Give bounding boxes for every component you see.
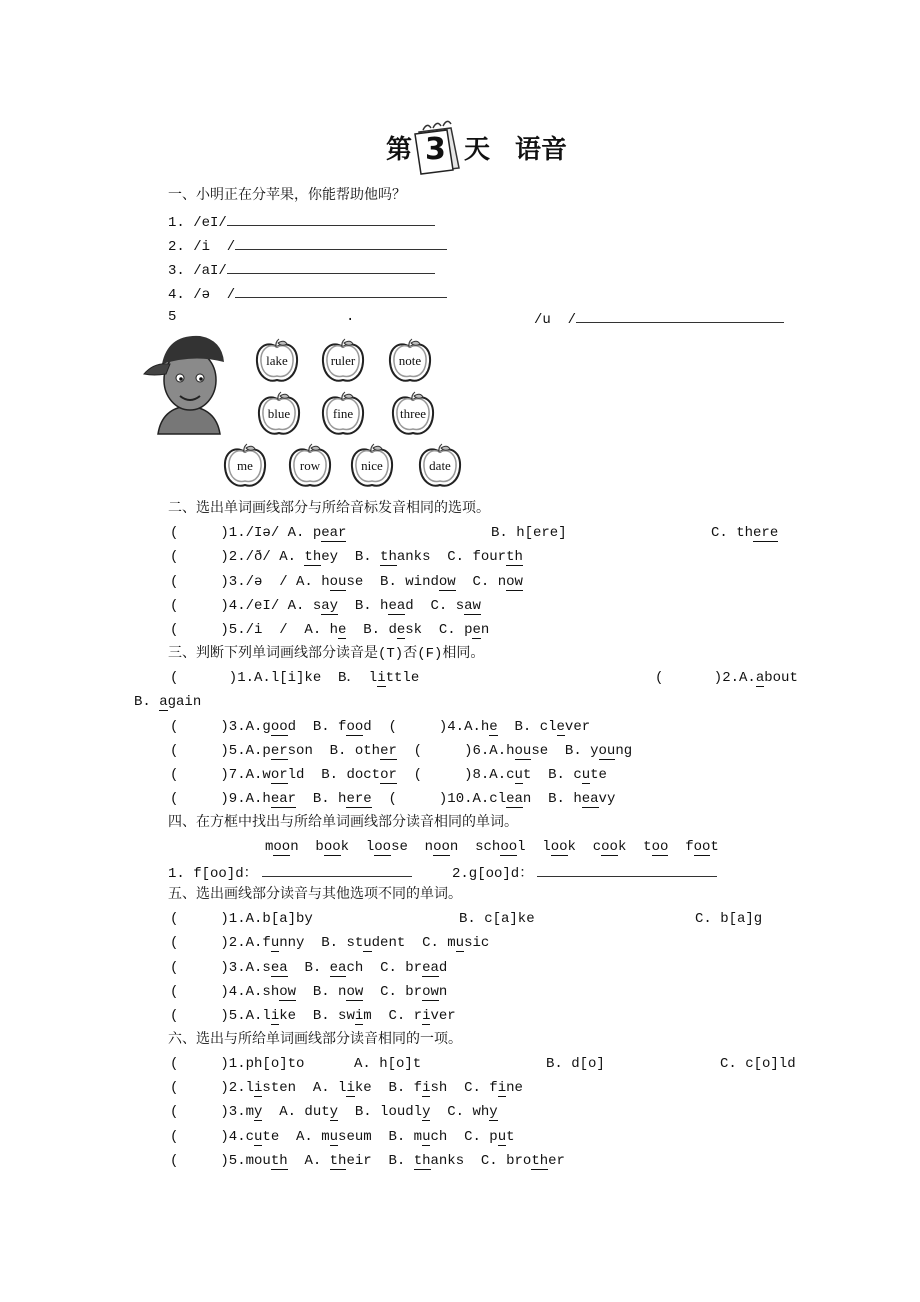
s6-question-3: ( )3.my A. duty B. loudly C. why: [170, 1104, 498, 1120]
apple-word: row: [299, 458, 321, 473]
s6-question-2: ( )2.listen A. like B. fish C. fine: [170, 1080, 523, 1096]
s2-question-1: ( )1./Iə/ A. pear: [170, 525, 347, 541]
answer-blank[interactable]: [227, 259, 435, 274]
s3-row-4: ( )7.A.world B. doctor ( )8.A.cut B. cute: [170, 767, 607, 783]
answer-blank[interactable]: [262, 862, 412, 877]
s5-question-4: ( )4.A.show B. now C. brown: [170, 984, 448, 1000]
apple-word: nice: [361, 458, 383, 473]
s1-item-2: [168, 235, 447, 253]
s3-question-2: ( )2.A.about: [655, 670, 798, 686]
answer-blank[interactable]: [576, 308, 784, 323]
apple-word: three: [400, 406, 426, 421]
apple-word-card: [254, 338, 300, 384]
s5-question-2: ( )2.A.funny B. student C. music: [170, 935, 490, 951]
s6-question-4: ( )4.cute A. museum B. much C. put: [170, 1129, 515, 1145]
answer-blank[interactable]: [227, 211, 435, 226]
apple-word-card: [349, 443, 395, 489]
s1-item-3: [168, 259, 435, 277]
s5-question-1: ( )1.A.b[a]by: [170, 911, 313, 927]
calendar-day-number: 3: [425, 132, 446, 167]
s1-item-5-number: 5: [168, 309, 177, 325]
section-5-heading: 五、选出画线部分读音与其他选项不同的单词。: [168, 887, 462, 903]
apple-word: fine: [332, 406, 354, 421]
s2-question-1-option-b: B. h[ere]: [491, 525, 567, 541]
apple-word: me: [237, 458, 253, 473]
s6-question-1-option-a: A. h[o]t: [354, 1056, 422, 1072]
apple-word: blue: [267, 406, 291, 421]
boy-illustration: [140, 334, 232, 436]
phonetic-label: /u /: [534, 312, 577, 328]
s2-question-2: ( )2./ð/ A. they B. thanks C. fourth: [170, 549, 523, 565]
s2-question-3: ( )3./ə / A. house B. window C. now: [170, 574, 523, 590]
s6-question-1: ( )1.ph[o]to: [170, 1056, 305, 1072]
s3-question-2-option-b: B. again: [134, 694, 202, 710]
apple-word: date: [429, 458, 451, 473]
s2-question-4: ( )4./eI/ A. say B. head C. saw: [170, 598, 481, 614]
answer-blank[interactable]: [235, 235, 447, 250]
question-word: 1. f[oo]d：: [168, 866, 258, 882]
apple-word-card: [287, 443, 333, 489]
s6-question-5: ( )5.mouth A. their B. thanks C. brother: [170, 1153, 565, 1169]
title-suffix: 天: [464, 135, 491, 165]
word-box: moon book loose noon school look cook too foot: [265, 839, 719, 855]
apple-word-card: [320, 338, 366, 384]
s1-item-5-dot: .: [346, 309, 355, 325]
s1-item-5: [534, 308, 784, 326]
apple-word: note: [398, 353, 422, 368]
phonetic-label: 3. /aI/: [168, 263, 227, 279]
apple-word: ruler: [330, 353, 356, 368]
title-topic: 语音: [515, 135, 568, 165]
apple-word-card: [390, 391, 436, 437]
s3-question-1-option-b: B． little: [338, 670, 420, 686]
s4-question-2: [452, 862, 717, 880]
phonetic-label: 4. /ə /: [168, 287, 236, 303]
answer-blank[interactable]: [537, 862, 717, 877]
phonetic-label: 1. /eI/: [168, 215, 227, 231]
s5-question-5: ( )5.A.like B. swim C. river: [170, 1008, 456, 1024]
question-word: 2.g[oo]d：: [452, 866, 534, 882]
section-2-heading: 二、选出单词画线部分与所给音标发音相同的选项。: [168, 501, 490, 517]
s3-row-2: ( )3.A.good B. food ( )4.A.he B. clever: [170, 719, 591, 735]
s5-question-1-option-b: B. c[a]ke: [459, 911, 535, 927]
s5-question-3: ( )3.A.sea B. each C. bread: [170, 960, 448, 976]
apple-word: lake: [266, 353, 288, 368]
apple-word-card: [417, 443, 463, 489]
s2-question-5: ( )5./i / A. he B. desk C. pen: [170, 622, 490, 638]
section-4-heading: 四、在方框中找出与所给单词画线部分读音相同的单词。: [168, 815, 518, 831]
s5-question-1-option-c: C. b[a]g: [695, 911, 763, 927]
section-3-heading: 三、判断下列单词画线部分读音是(T)否(F)相同。: [168, 646, 485, 662]
s2-question-1-option-c: C. there: [711, 525, 779, 541]
s6-question-1-option-c: C. c[o]ld: [720, 1056, 796, 1072]
apple-word-card: [387, 338, 433, 384]
answer-blank[interactable]: [235, 283, 447, 298]
section-6-heading: 六、选出与所给单词画线部分读音相同的一项。: [168, 1032, 462, 1048]
phonetic-label: 2. /i /: [168, 239, 236, 255]
s3-question-1: ( )1.A.l[i]ke: [170, 670, 322, 686]
s4-question-1: [168, 862, 412, 880]
section-1-heading: 一、小明正在分苹果，你能帮助他吗？: [168, 188, 406, 204]
s1-item-1: [168, 211, 435, 229]
title-prefix: 第: [386, 135, 413, 165]
s1-item-4: [168, 283, 447, 301]
s3-row-5: ( )9.A.hear B. here ( )10.A.clean B. heavy: [170, 791, 616, 807]
apple-word-card: [222, 443, 268, 489]
apple-word-card: [320, 391, 366, 437]
calendar-day-icon: [413, 120, 463, 175]
s6-question-1-option-b: B. d[o]: [546, 1056, 605, 1072]
apple-word-card: [256, 391, 302, 437]
s3-row-3: ( )5.A.person B. other ( )6.A.house B. young: [170, 743, 633, 759]
